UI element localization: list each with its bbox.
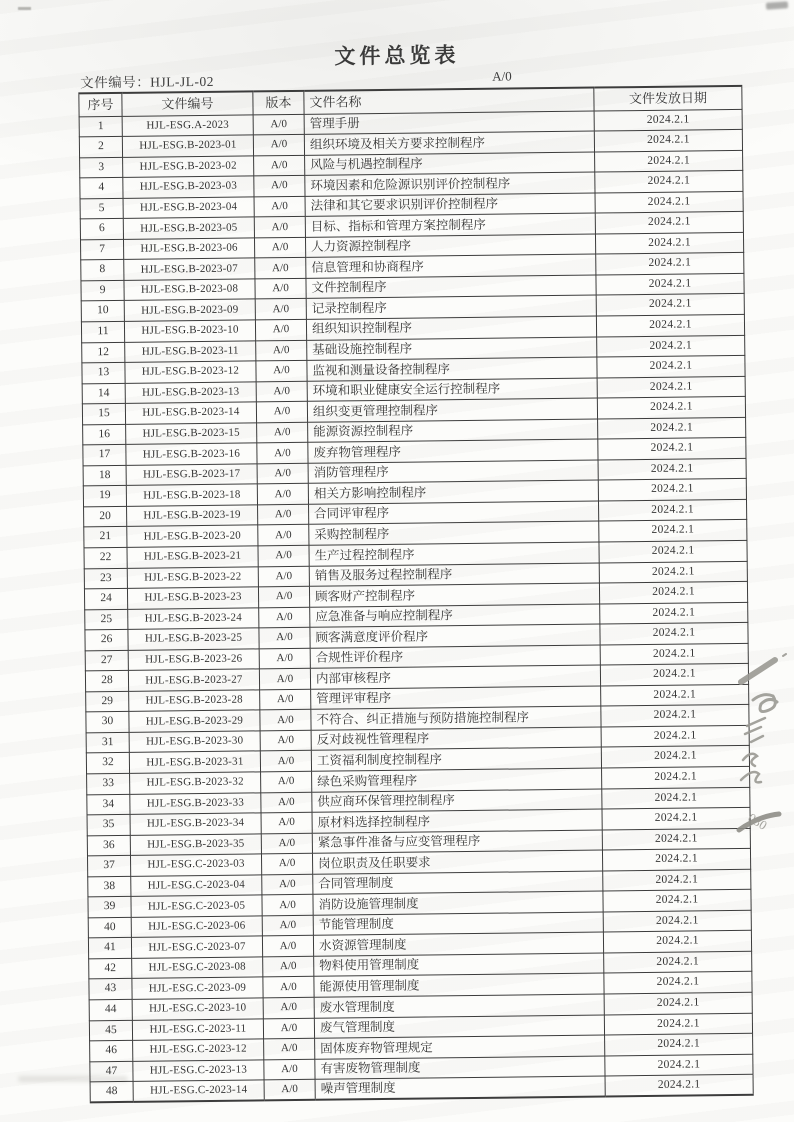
cell-ver: A/0 <box>254 155 305 176</box>
cell-no: HJL-ESG.B-2023-21 <box>127 546 258 568</box>
cell-no: HJL-ESG.C-2023-13 <box>133 1060 264 1082</box>
cell-no: HJL-ESG.B-2023-09 <box>124 299 255 321</box>
cell-seq: 25 <box>85 609 128 630</box>
cell-name: 组织变更管理控制程序 <box>307 398 597 422</box>
cell-name: 消防管理程序 <box>308 460 598 484</box>
cell-seq: 34 <box>87 794 130 815</box>
cell-ver: A/0 <box>260 730 311 751</box>
cell-no: HJL-ESG.B-2023-24 <box>128 608 259 630</box>
cell-name: 节能管理制度 <box>313 912 603 936</box>
cell-name: 岗位职责及任职要求 <box>312 850 602 874</box>
cell-ver: A/0 <box>261 833 312 854</box>
cell-name: 供应商环保管理控制程序 <box>312 789 602 813</box>
document-overview-table <box>78 85 753 1104</box>
cell-ver: A/0 <box>254 196 305 217</box>
cell-seq: 1 <box>79 116 122 137</box>
header-version: 版本 <box>253 91 304 115</box>
cell-name: 采购控制程序 <box>309 521 599 545</box>
cell-seq: 9 <box>81 280 124 301</box>
cell-date: 2024.2.1 <box>602 766 750 788</box>
cell-date: 2024.2.1 <box>599 520 747 542</box>
cell-name: 法律和其它要求识别评价控制程序 <box>305 193 595 217</box>
header-date: 文件发放日期 <box>594 86 742 111</box>
cell-seq: 28 <box>85 671 128 692</box>
cell-date: 2024.2.1 <box>603 931 751 953</box>
cell-name: 组织知识控制程序 <box>306 316 596 340</box>
cell-name: 内部审核程序 <box>310 665 600 689</box>
cell-seq: 13 <box>82 362 125 383</box>
cell-date: 2024.2.1 <box>598 458 746 480</box>
cell-no: HJL-ESG.B-2023-26 <box>128 649 259 671</box>
cell-name: 组织环境及相关方要求控制程序 <box>304 131 594 155</box>
cell-date: 2024.2.1 <box>598 499 746 521</box>
cell-seq: 27 <box>85 650 128 671</box>
cell-ver: A/0 <box>256 340 307 361</box>
seal-fragment-icon <box>733 630 794 840</box>
cell-no: HJL-ESG.C-2023-05 <box>131 895 262 917</box>
cell-ver: A/0 <box>254 237 305 258</box>
cell-ver: A/0 <box>257 443 308 464</box>
cell-date: 2024.2.1 <box>600 664 748 686</box>
cell-date: 2024.2.1 <box>598 438 746 460</box>
cell-ver: A/0 <box>263 1018 314 1039</box>
cell-name: 工资福利制度控制程序 <box>311 747 601 771</box>
cell-no: HJL-ESG.B-2023-16 <box>126 443 257 465</box>
cell-no: HJL-ESG.B-2023-32 <box>130 772 261 794</box>
cell-date: 2024.2.1 <box>602 828 750 850</box>
cell-seq: 36 <box>87 835 130 856</box>
cell-name: 环境因素和危险源识别评价控制程序 <box>305 172 595 196</box>
cell-no: HJL-ESG.B-2023-01 <box>122 135 253 157</box>
cell-no: HJL-ESG.B-2023-19 <box>127 505 258 527</box>
cell-seq: 35 <box>87 814 130 835</box>
cell-no: HJL-ESG.B-2023-14 <box>125 402 256 424</box>
cell-no: HJL-ESG.C-2023-10 <box>132 998 263 1020</box>
cell-date: 2024.2.1 <box>597 355 745 377</box>
cell-seq: 21 <box>84 527 127 548</box>
cell-no: HJL-ESG.C-2023-11 <box>132 1018 263 1040</box>
cell-ver: A/0 <box>260 710 311 731</box>
cell-ver: A/0 <box>257 484 308 505</box>
cell-no: HJL-ESG.B-2023-11 <box>125 340 256 362</box>
cell-ver: A/0 <box>255 319 306 340</box>
cell-ver: A/0 <box>261 771 312 792</box>
cell-ver: A/0 <box>259 607 310 628</box>
cell-date: 2024.2.1 <box>599 581 747 603</box>
header-name: 文件名称 <box>304 88 594 114</box>
cell-ver: A/0 <box>258 504 309 525</box>
table-body <box>79 109 753 1103</box>
cell-seq: 24 <box>84 588 127 609</box>
cell-name: 顾客财产控制程序 <box>309 583 599 607</box>
cell-date: 2024.2.1 <box>605 1075 753 1097</box>
cell-name: 合规性评价程序 <box>310 645 600 669</box>
cell-date: 2024.2.1 <box>600 602 748 624</box>
cell-no: HJL-ESG.C-2023-14 <box>133 1080 264 1102</box>
cell-ver: A/0 <box>260 689 311 710</box>
cell-name: 相关方影响控制程序 <box>308 480 598 504</box>
cell-no: HJL-ESG.B-2023-29 <box>129 710 260 732</box>
cell-name: 管理评审程序 <box>311 686 601 710</box>
cell-date: 2024.2.1 <box>599 540 747 562</box>
cell-seq: 46 <box>90 1040 133 1061</box>
cell-name: 紧急事件准备与应变管理程序 <box>312 830 602 854</box>
cell-seq: 22 <box>84 547 127 568</box>
cell-date: 2024.2.1 <box>594 129 742 151</box>
cell-seq: 38 <box>88 876 131 897</box>
cell-name: 管理手册 <box>304 111 594 135</box>
cell-no: HJL-ESG.C-2023-12 <box>133 1039 264 1061</box>
cell-seq: 45 <box>89 1020 132 1041</box>
cell-name: 应急准备与响应控制程序 <box>310 604 600 628</box>
cell-no: HJL-ESG.B-2023-27 <box>128 669 259 691</box>
cell-name: 水资源管理制度 <box>313 932 603 956</box>
header-doc-no: 文件编号 <box>122 91 253 115</box>
cell-name: 绿色采购管理程序 <box>312 768 602 792</box>
cell-no: HJL-ESG.B-2023-28 <box>129 690 260 712</box>
cell-seq: 2 <box>79 136 122 157</box>
cell-seq: 11 <box>81 321 124 342</box>
cell-seq: 15 <box>82 404 125 425</box>
cell-ver: A/0 <box>258 525 309 546</box>
cell-date: 2024.2.1 <box>595 212 743 234</box>
cell-ver: A/0 <box>259 627 310 648</box>
cell-seq: 41 <box>88 938 131 959</box>
cell-no: HJL-ESG.B-2023-15 <box>126 423 257 445</box>
cell-seq: 3 <box>80 157 123 178</box>
cell-ver: A/0 <box>258 545 309 566</box>
cell-no: HJL-ESG.C-2023-08 <box>132 957 263 979</box>
cell-seq: 39 <box>88 897 131 918</box>
cell-date: 2024.2.1 <box>602 849 750 871</box>
cell-date: 2024.2.1 <box>601 684 749 706</box>
cell-seq: 44 <box>89 999 132 1020</box>
cell-ver: A/0 <box>264 1059 315 1080</box>
cell-no: HJL-ESG.B-2023-30 <box>129 731 260 753</box>
cell-date: 2024.2.1 <box>596 273 744 295</box>
seal-digits: 030 <box>745 809 770 833</box>
cell-ver: A/0 <box>263 997 314 1018</box>
cell-date: 2024.2.1 <box>603 869 751 891</box>
cell-no: HJL-ESG.C-2023-03 <box>130 854 261 876</box>
cell-ver: A/0 <box>264 1038 315 1059</box>
cell-seq: 37 <box>87 856 130 877</box>
document-number: 文件编号：HJL-JL-02 <box>80 73 215 91</box>
cell-date: 2024.2.1 <box>597 376 745 398</box>
cell-seq: 43 <box>89 979 132 1000</box>
cell-date: 2024.2.1 <box>594 109 742 131</box>
cell-no: HJL-ESG.B-2023-13 <box>125 382 256 404</box>
cell-seq: 20 <box>84 506 127 527</box>
cell-date: 2024.2.1 <box>596 253 744 275</box>
cell-no: HJL-ESG.B-2023-31 <box>129 751 260 773</box>
cell-name: 能源使用管理制度 <box>314 973 604 997</box>
cell-no: HJL-ESG.B-2023-05 <box>123 217 254 239</box>
cell-seq: 32 <box>86 753 129 774</box>
cell-name: 记录控制程序 <box>306 295 596 319</box>
cell-seq: 42 <box>89 958 132 979</box>
cell-seq: 12 <box>82 342 125 363</box>
cell-name: 废水管理制度 <box>314 994 604 1018</box>
cell-date: 2024.2.1 <box>605 1033 753 1055</box>
cell-date: 2024.2.1 <box>604 951 752 973</box>
cell-seq: 6 <box>80 219 123 240</box>
cell-date: 2024.2.1 <box>603 890 751 912</box>
cell-ver: A/0 <box>259 669 310 690</box>
cell-ver: A/0 <box>261 792 312 813</box>
cell-name: 合同管理制度 <box>313 871 603 895</box>
cell-no: HJL-ESG.B-2023-22 <box>127 566 258 588</box>
cell-no: HJL-ESG.B-2023-34 <box>130 813 261 835</box>
cell-seq: 17 <box>83 445 126 466</box>
cell-name: 不符合、纠正措施与预防措施控制程序 <box>311 706 601 730</box>
cell-date: 2024.2.1 <box>597 397 745 419</box>
cell-no: HJL-ESG.B-2023-35 <box>130 834 261 856</box>
cell-seq: 7 <box>80 239 123 260</box>
revision-label: A/0 <box>492 68 512 84</box>
cell-date: 2024.2.1 <box>596 314 744 336</box>
cell-date: 2024.2.1 <box>601 725 749 747</box>
cell-no: HJL-ESG.B-2023-12 <box>125 361 256 383</box>
cell-name: 废弃物管理程序 <box>308 439 598 463</box>
cell-date: 2024.2.1 <box>599 561 747 583</box>
cell-name: 能源资源控制程序 <box>308 419 598 443</box>
cell-no: HJL-ESG.B-2023-04 <box>123 197 254 219</box>
cell-ver: A/0 <box>253 134 304 155</box>
cell-ver: A/0 <box>262 936 313 957</box>
cell-ver: A/0 <box>256 401 307 422</box>
cell-ver: A/0 <box>256 360 307 381</box>
cell-no: HJL-ESG.C-2023-06 <box>131 916 262 938</box>
cell-name: 消防设施管理制度 <box>313 891 603 915</box>
cell-ver: A/0 <box>260 751 311 772</box>
cell-ver: A/0 <box>255 278 306 299</box>
cell-no: HJL-ESG.B-2023-18 <box>126 484 257 506</box>
cell-ver: A/0 <box>255 299 306 320</box>
cell-no: HJL-ESG.B-2023-06 <box>123 238 254 260</box>
cell-seq: 48 <box>90 1082 133 1103</box>
cell-seq: 14 <box>82 383 125 404</box>
cell-date: 2024.2.1 <box>602 807 750 829</box>
cell-no: HJL-ESG.C-2023-09 <box>132 977 263 999</box>
cell-no: HJL-ESG.C-2023-04 <box>131 875 262 897</box>
cell-seq: 10 <box>81 301 124 322</box>
cell-name: 文件控制程序 <box>306 275 596 299</box>
cell-name: 合同评审程序 <box>309 501 599 525</box>
cell-name: 原材料选择控制程序 <box>312 809 602 833</box>
cell-date: 2024.2.1 <box>598 417 746 439</box>
cell-name: 基础设施控制程序 <box>307 337 597 361</box>
cell-name: 顾客满意度评价程序 <box>310 624 600 648</box>
cell-ver: A/0 <box>262 915 313 936</box>
cell-name: 目标、指标和管理方案控制程序 <box>305 213 595 237</box>
cell-ver: A/0 <box>259 648 310 669</box>
cell-ver: A/0 <box>254 217 305 238</box>
cell-date: 2024.2.1 <box>595 232 743 254</box>
cell-date: 2024.2.1 <box>604 992 752 1014</box>
cell-seq: 18 <box>83 465 126 486</box>
cell-no: HJL-ESG.B-2023-33 <box>130 792 261 814</box>
cell-no: HJL-ESG.A-2023 <box>122 114 253 136</box>
cell-seq: 5 <box>80 198 123 219</box>
cell-ver: A/0 <box>262 874 313 895</box>
cell-name: 监视和测量设备控制程序 <box>307 357 597 381</box>
cell-ver: A/0 <box>261 812 312 833</box>
cell-name: 噪声管理制度 <box>315 1076 605 1100</box>
cell-no: HJL-ESG.B-2023-08 <box>124 279 255 301</box>
cell-ver: A/0 <box>261 853 312 874</box>
cell-date: 2024.2.1 <box>602 787 750 809</box>
cell-name: 信息管理和协商程序 <box>306 254 596 278</box>
cell-ver: A/0 <box>263 977 314 998</box>
cell-name: 风险与机遇控制程序 <box>305 152 595 176</box>
cell-name: 固体废弃物管理规定 <box>315 1035 605 1059</box>
header-seq: 序号 <box>79 93 122 116</box>
cell-ver: A/0 <box>253 114 304 135</box>
cell-no: HJL-ESG.B-2023-23 <box>127 587 258 609</box>
cell-date: 2024.2.1 <box>605 1054 753 1076</box>
cell-no: HJL-ESG.B-2023-17 <box>126 464 257 486</box>
cell-date: 2024.2.1 <box>595 150 743 172</box>
cell-name: 反对歧视性管理程序 <box>311 727 601 751</box>
cell-date: 2024.2.1 <box>595 191 743 213</box>
page-title: 文件总览表 <box>334 43 460 69</box>
cell-date: 2024.2.1 <box>595 171 743 193</box>
cell-date: 2024.2.1 <box>598 479 746 501</box>
cell-seq: 47 <box>90 1061 133 1082</box>
cell-seq: 23 <box>84 568 127 589</box>
cell-no: HJL-ESG.B-2023-10 <box>124 320 255 342</box>
cell-ver: A/0 <box>255 258 306 279</box>
cell-name: 废气管理制度 <box>314 1015 604 1039</box>
cell-ver: A/0 <box>262 895 313 916</box>
cell-seq: 4 <box>80 178 123 199</box>
cell-name: 物料使用管理制度 <box>314 953 604 977</box>
cell-seq: 29 <box>86 691 129 712</box>
cell-seq: 33 <box>87 773 130 794</box>
cell-seq: 40 <box>88 917 131 938</box>
cell-date: 2024.2.1 <box>604 1013 752 1035</box>
cell-date: 2024.2.1 <box>596 294 744 316</box>
cell-name: 人力资源控制程序 <box>305 234 595 258</box>
cell-no: HJL-ESG.B-2023-02 <box>123 156 254 178</box>
partial-seal-stamp <box>733 630 794 840</box>
cell-no: HJL-ESG.B-2023-07 <box>124 258 255 280</box>
cell-no: HJL-ESG.B-2023-20 <box>127 525 258 547</box>
cell-no: HJL-ESG.B-2023-25 <box>128 628 259 650</box>
cell-date: 2024.2.1 <box>601 746 749 768</box>
cell-ver: A/0 <box>256 381 307 402</box>
cell-date: 2024.2.1 <box>603 910 751 932</box>
cell-ver: A/0 <box>264 1079 315 1100</box>
cell-ver: A/0 <box>257 463 308 484</box>
cell-name: 销售及服务过程控制程序 <box>309 563 599 587</box>
cell-ver: A/0 <box>254 175 305 196</box>
cell-name: 环境和职业健康安全运行控制程序 <box>307 378 597 402</box>
cell-date: 2024.2.1 <box>597 335 745 357</box>
cell-seq: 19 <box>83 486 126 507</box>
cell-seq: 16 <box>83 424 126 445</box>
cell-seq: 8 <box>81 260 124 281</box>
cell-seq: 31 <box>86 732 129 753</box>
cell-ver: A/0 <box>263 956 314 977</box>
cell-ver: A/0 <box>258 586 309 607</box>
cell-date: 2024.2.1 <box>601 705 749 727</box>
cell-name: 有害废物管理制度 <box>315 1056 605 1080</box>
cell-date: 2024.2.1 <box>600 623 748 645</box>
cell-name: 生产过程控制程序 <box>309 542 599 566</box>
cell-ver: A/0 <box>258 566 309 587</box>
cell-ver: A/0 <box>257 422 308 443</box>
cell-seq: 26 <box>85 630 128 651</box>
cell-date: 2024.2.1 <box>600 643 748 665</box>
cell-seq: 30 <box>86 712 129 733</box>
cell-no: HJL-ESG.B-2023-03 <box>123 176 254 198</box>
cell-date: 2024.2.1 <box>604 972 752 994</box>
cell-no: HJL-ESG.C-2023-07 <box>131 936 262 958</box>
